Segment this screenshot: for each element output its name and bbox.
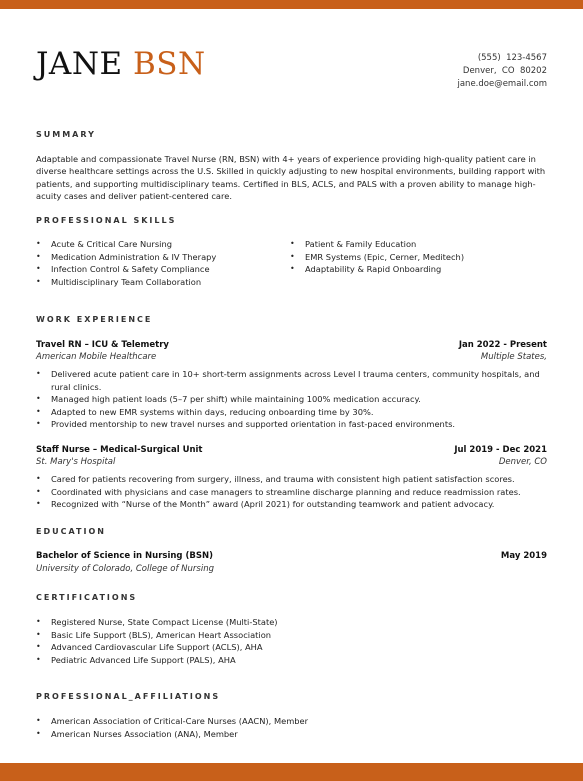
job-title: Travel RN – ICU & Telemetry [36, 340, 169, 350]
skills-list-right [290, 238, 540, 276]
list-item: • Medication Administration & IV Therapy [36, 251, 286, 264]
job-company: American Mobile Healthcare [36, 352, 157, 362]
list-item: • Provided mentorship to new travel nurses and supported orientation in fast-paced environments. [36, 418, 547, 431]
contact-block [457, 52, 547, 91]
list-item: • Adaptability & Rapid Onboarding [290, 263, 540, 276]
job-dates: Jul 2019 - Dec 2021 [454, 445, 547, 455]
location: Denver, CO 80202 [462, 66, 547, 76]
list-item: • Pediatric Advanced Life Support (PALS), AHA [36, 654, 547, 667]
list-item: • Basic Life Support (BLS), American Heart Association [36, 629, 547, 642]
education-header [36, 550, 547, 562]
list-item: • Managed high patient loads (5–7 per shift) while maintaining 100% medication accuracy. [36, 393, 547, 406]
bottom-accent-bar [0, 763, 583, 781]
job-subheader [36, 351, 547, 363]
education-heading: EDUCATION [36, 527, 106, 536]
affiliations-list [36, 715, 547, 740]
school-name: University of Colorado, College of Nursing [36, 564, 214, 574]
list-item: • Registered Nurse, State Compact License (Multi-State) [36, 616, 547, 629]
phone-number: (555) 123-4567 [477, 53, 547, 63]
job-dates: Jan 2022 - Present [458, 340, 547, 350]
last-name: BSN [132, 46, 206, 82]
graduation-date: May 2019 [500, 551, 547, 561]
certifications-list [36, 616, 547, 666]
degree-name: Bachelor of Science in Nursing (BSN) [36, 551, 213, 561]
top-accent-bar [0, 0, 583, 9]
job-title: Staff Nurse – Medical-Surgical Unit [36, 445, 203, 455]
summary-heading: SUMMARY [36, 130, 96, 139]
email-address[interactable]: jane.doe@email.com [457, 79, 547, 89]
list-item: • Coordinated with physicians and case managers to streamline discharge planning and reduce readmission rates. [36, 486, 547, 499]
job-location: Denver, CO [498, 457, 547, 467]
list-item: • American Association of Critical-Care Nurses (AACN), Member [36, 715, 547, 728]
list-item: • Patient & Family Education [290, 238, 540, 251]
list-item: • Advanced Cardiovascular Life Support (ACLS), AHA [36, 641, 547, 654]
job-subheader [36, 456, 547, 468]
summary-text: Adaptable and compassionate Travel Nurse (RN, BSN) with 4+ years of experience providing high-quality patient care in diverse healthcare settings across the U.S. Skilled in quickly adjusting to new hospital environments, building rapport with patients, and supporting multidisciplinary teams. Certified in BLS, ACLS, and PALS with a proven ability to manage high-acuity cases and deliver patient-centered care. [36, 154, 546, 201]
job-header [36, 444, 547, 456]
list-item: • American Nurses Association (ANA), Member [36, 728, 547, 741]
candidate-name [36, 46, 206, 82]
list-item: • Acute & Critical Care Nursing [36, 238, 286, 251]
certifications-heading: CERTIFICATIONS [36, 593, 138, 602]
skills-heading: PROFESSIONAL SKILLS [36, 216, 177, 225]
list-item: • Infection Control & Safety Compliance [36, 263, 286, 276]
list-item: • Adapted to new EMR systems within days, reducing onboarding time by 30%. [36, 406, 547, 419]
skills-list-left [36, 238, 286, 288]
education-subheader [36, 563, 547, 575]
affiliations-heading: PROFESSIONAL_AFFILIATIONS [36, 692, 221, 701]
experience-heading: WORK EXPERIENCE [36, 315, 153, 324]
first-name: JANE [36, 46, 123, 82]
job-bullets [36, 368, 547, 431]
job-header [36, 339, 547, 351]
list-item: • Recognized with “Nurse of the Month” award (April 2021) for outstanding teamwork and patient advocacy. [36, 498, 547, 511]
job-bullets [36, 473, 547, 511]
list-item: • EMR Systems (Epic, Cerner, Meditech) [290, 251, 540, 264]
list-item: • Multidisciplinary Team Collaboration [36, 276, 286, 289]
list-item: • Delivered acute patient care in 10+ short-term assignments across Level I trauma centers, community hospitals, and rural clinics. [36, 368, 547, 393]
job-company: St. Mary's Hospital [36, 457, 116, 467]
job-location: Multiple States, [480, 352, 547, 362]
list-item: • Cared for patients recovering from surgery, illness, and trauma with consistent high patient satisfaction scores. [36, 473, 547, 486]
